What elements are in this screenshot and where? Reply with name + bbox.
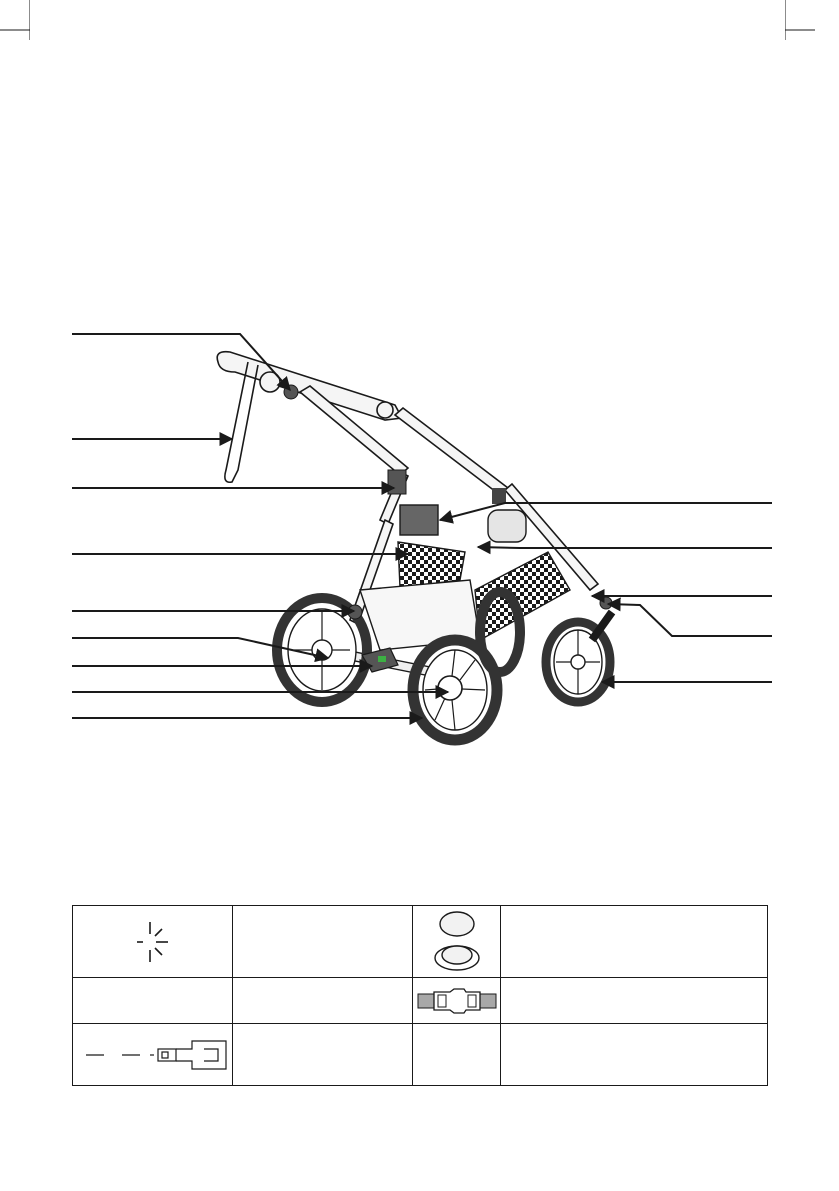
crop-mark-right (785, 0, 815, 40)
brake-indicator (378, 656, 386, 662)
legend-symbol-cell (413, 1024, 501, 1086)
stroller-diagram (0, 300, 839, 770)
adapter-right (488, 510, 526, 542)
legend-symbol-cell (73, 978, 233, 1024)
crop-mark-left (0, 0, 30, 40)
click-sound-icon (133, 920, 173, 964)
legend-symbol-cell (413, 978, 501, 1024)
legend-description (233, 1024, 413, 1086)
legend-symbol-cell (73, 1024, 233, 1086)
legend-description (233, 906, 413, 978)
wrist-strap (225, 362, 258, 482)
legend-description (501, 978, 768, 1024)
front-wheel (546, 612, 612, 702)
fold-lock (388, 470, 406, 494)
legend-description (233, 978, 413, 1024)
legend-symbol-cell (73, 906, 233, 978)
symbol-legend-table (72, 905, 768, 1086)
height-clip (492, 488, 506, 504)
buckle-icon (416, 986, 498, 1016)
push-button-icon (427, 910, 487, 974)
callout-11 (478, 547, 772, 548)
adapter-left (400, 505, 438, 535)
legend-symbol-cell (413, 906, 501, 978)
legend-description (501, 906, 768, 978)
swivel-lock (600, 597, 612, 609)
legend-row (73, 1024, 768, 1086)
callout-13 (608, 604, 772, 636)
legend-description (501, 1024, 768, 1086)
legend-row (73, 978, 768, 1024)
slide-in-icon (78, 1037, 228, 1073)
legend-row (73, 906, 768, 978)
